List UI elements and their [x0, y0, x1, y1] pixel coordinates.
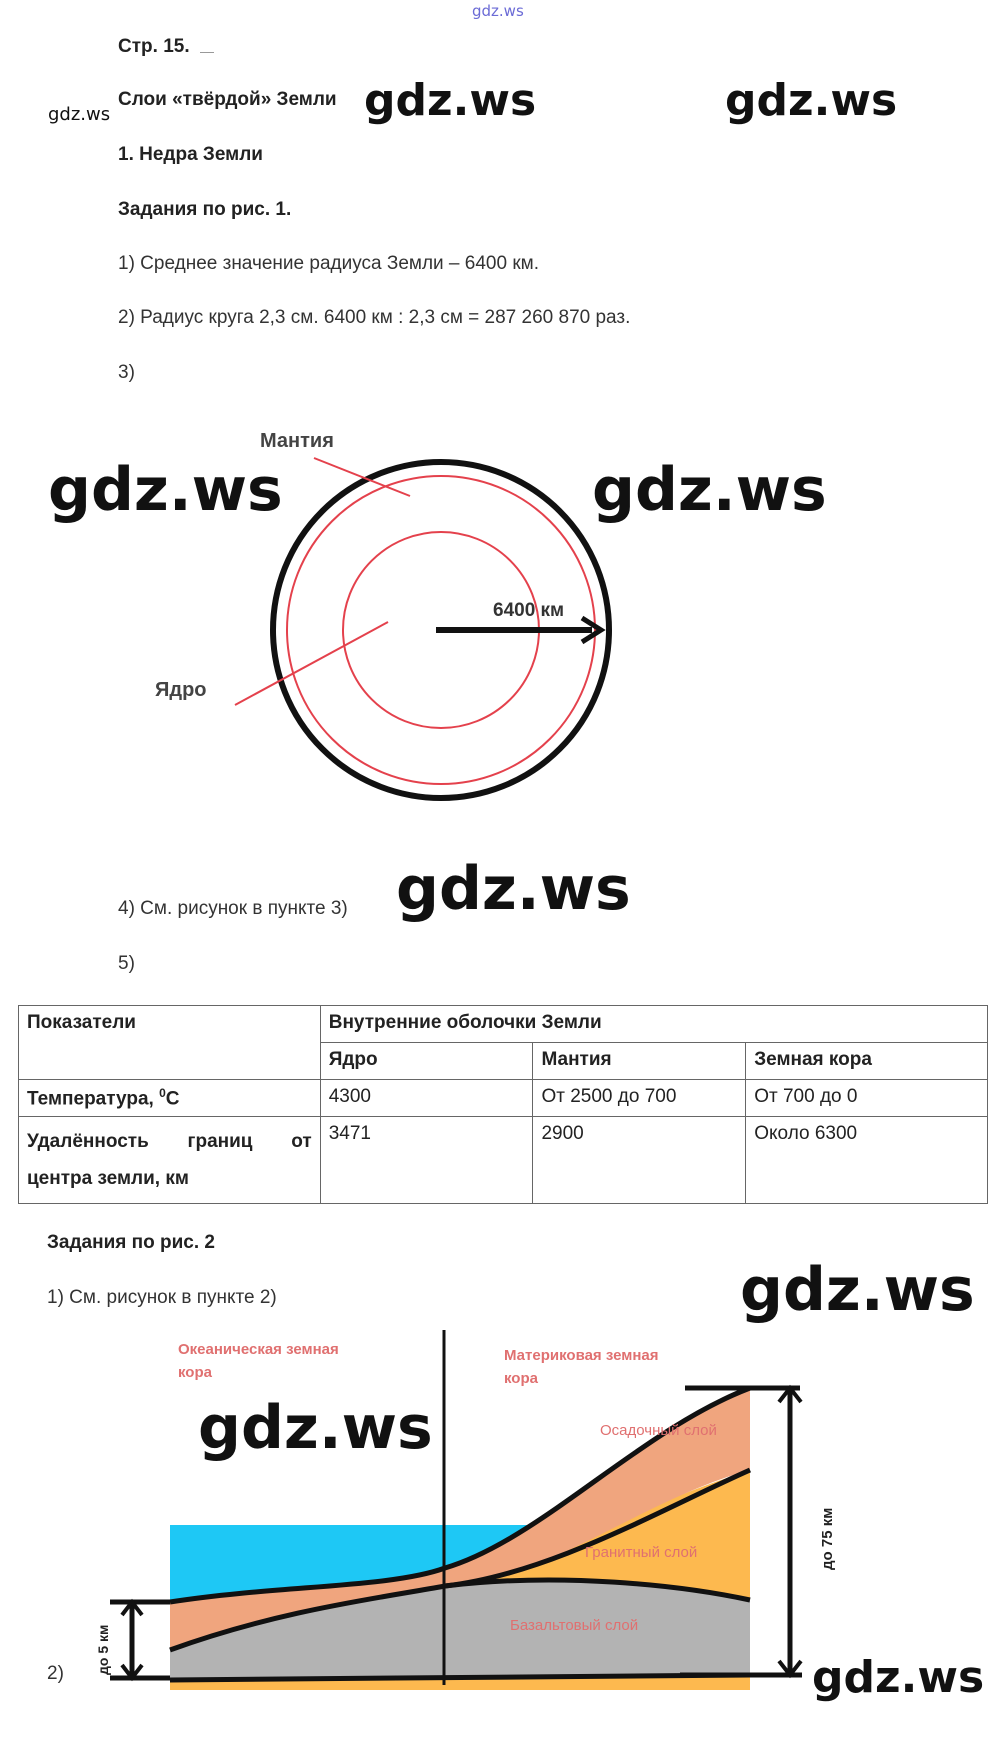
- dash-mark: [200, 52, 214, 53]
- header-indicators: Показатели: [19, 1006, 321, 1080]
- cell-dist-crust: Около 6300: [746, 1117, 988, 1204]
- section2-watermark: gdz.ws: [740, 1255, 975, 1325]
- continental-label-1: Материковая земная: [504, 1347, 659, 1364]
- granite-label: Гранитный слой: [585, 1544, 698, 1561]
- header-watermark-1: gdz.ws: [364, 75, 537, 126]
- cell-dist-core: 3471: [320, 1117, 533, 1204]
- sedimentary-label: Осадочный слой: [600, 1422, 717, 1439]
- header-inner-shells: Внутренние оболочки Земли: [320, 1006, 987, 1043]
- table-row: [19, 1080, 988, 1117]
- left-depth-label: до 5 км: [95, 1624, 111, 1675]
- tasks-heading-fig1: Задания по рис. 1.: [118, 199, 292, 220]
- item-1: 1) Среднее значение радиуса Земли – 6400 км.: [118, 253, 539, 274]
- continental-label-2: кора: [504, 1370, 538, 1387]
- right-depth-label: до 75 км: [819, 1507, 836, 1570]
- diagram2-watermark: gdz.ws: [198, 1393, 433, 1463]
- crust-structure-diagram: [80, 1330, 860, 1690]
- header-core: Ядро: [320, 1043, 533, 1080]
- item-3: 3): [118, 362, 135, 383]
- below-diagram-watermark: gdz.ws: [396, 854, 631, 924]
- diagram-watermark-left: gdz.ws: [48, 455, 283, 525]
- cell-dist-mantle: 2900: [533, 1117, 746, 1204]
- core-label: Ядро: [155, 679, 207, 701]
- earth-shells-table: [18, 1005, 988, 1204]
- left-small-watermark: gdz.ws: [48, 104, 111, 125]
- cell-temp-core: 4300: [320, 1080, 533, 1117]
- header-watermark-2: gdz.ws: [725, 75, 898, 126]
- basalt-label: Базальтовый слой: [510, 1617, 639, 1634]
- row-temperature-label: Температура, $^0$С: [19, 1080, 321, 1117]
- cell-temp-crust: От 700 до 0: [746, 1080, 988, 1117]
- mantle-label: Мантия: [260, 430, 334, 452]
- oceanic-label-1: Океаническая земная: [178, 1341, 339, 1358]
- row-distance-label: Удалённость границ от центра земли, км: [19, 1117, 321, 1204]
- bottom-right-watermark: gdz.ws: [812, 1652, 985, 1703]
- item-2: 2) Радиус круга 2,3 см. 6400 км : 2,3 см = 287 260 870 раз.: [118, 307, 631, 328]
- topic-title: Слои «твёрдой» Земли: [118, 89, 337, 110]
- item-5: 5): [118, 953, 135, 974]
- fig2-item-2: 2): [47, 1663, 64, 1684]
- page-ref: Стр. 15.: [118, 36, 190, 57]
- radius-label: 6400 км: [493, 600, 565, 621]
- cell-temp-mantle: От 2500 до 700: [533, 1080, 746, 1117]
- mantle-pointer-line: [314, 458, 410, 496]
- tasks-heading-fig2: Задания по рис. 2: [47, 1232, 215, 1253]
- table-row: [19, 1117, 988, 1204]
- fig2-item-1: 1) См. рисунок в пункте 2): [47, 1287, 277, 1308]
- section-heading: 1. Недра Земли: [118, 144, 263, 165]
- header-mantle: Мантия: [533, 1043, 746, 1080]
- header-crust: Земная кора: [746, 1043, 988, 1080]
- item-4: 4) См. рисунок в пункте 3): [118, 898, 348, 919]
- top-watermark: gdz.ws: [472, 2, 524, 20]
- oceanic-label-2: кора: [178, 1364, 212, 1381]
- diagram-watermark-right: gdz.ws: [592, 455, 827, 525]
